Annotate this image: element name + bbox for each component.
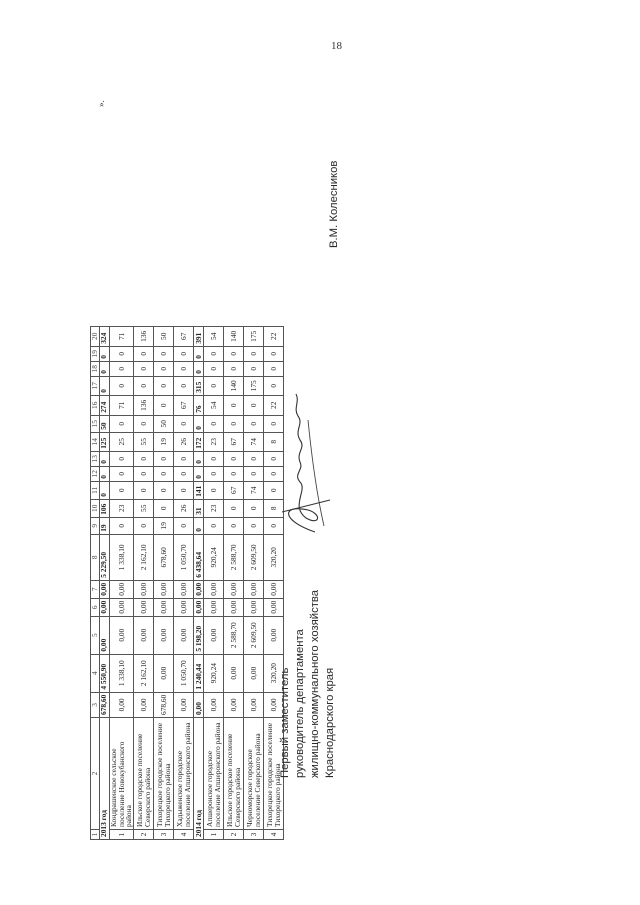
table-cell: 0 — [154, 395, 174, 415]
table-cell: 0 — [264, 361, 284, 376]
table-cell: 4 — [174, 830, 194, 840]
table-cell: 2 — [224, 830, 244, 840]
table-cell: 0 — [99, 346, 109, 361]
table-cell: 0 — [194, 361, 204, 376]
table-cell: 0 — [194, 517, 204, 534]
table-cell: 0 — [134, 451, 154, 466]
table-cell: 67 — [174, 395, 194, 415]
rotated-page-content — [90, 80, 355, 840]
table-cell: 0 — [154, 346, 174, 361]
table-cell: 0 — [109, 361, 133, 376]
table-cell: 0,00 — [134, 692, 154, 717]
table-cell: 50 — [154, 326, 174, 346]
table-cell: 6 438,64 — [194, 534, 204, 580]
table-cell: 9 — [91, 517, 100, 534]
table-cell: 0,00 — [204, 598, 224, 616]
table-cell: 0 — [264, 346, 284, 361]
table-cell: 2 — [134, 830, 154, 840]
table-cell: 0,00 — [154, 580, 174, 598]
table-cell: 678,60 — [154, 692, 174, 717]
signer-name: В.М. Колесников — [328, 160, 340, 248]
table-cell: 0,00 — [204, 616, 224, 654]
table-cell: 0 — [224, 346, 244, 361]
table-cell: Хадыженское городское поселение Апшеронского района — [174, 718, 194, 830]
signatory-line: Первый заместитель — [279, 667, 291, 778]
table-cell: 23 — [204, 499, 224, 517]
table-cell: 0 — [99, 481, 109, 499]
table-header-row — [91, 326, 100, 839]
table-cell: 0 — [204, 451, 224, 466]
table-cell: 7 — [91, 580, 100, 598]
table-cell: 22 — [264, 326, 284, 346]
table-cell: Тихорецкое городское поселение Тихорецкого района — [264, 718, 284, 830]
table-cell: 2 162,10 — [134, 534, 154, 580]
table-cell: 0 — [264, 376, 284, 395]
table-cell: 172 — [194, 432, 204, 451]
table-cell: 141 — [194, 481, 204, 499]
table-cell: 1 — [91, 830, 100, 840]
table-cell: 0,00 — [134, 580, 154, 598]
table-cell: 0 — [109, 451, 133, 466]
table-cell: 19 — [99, 517, 109, 534]
table-cell: 0,00 — [264, 616, 284, 654]
table-cell: 175 — [244, 326, 264, 346]
table-cell: 0 — [194, 415, 204, 432]
table-cell: 0 — [99, 466, 109, 481]
table-cell: 0 — [154, 361, 174, 376]
table-cell: 19 — [154, 517, 174, 534]
table-cell: 0,00 — [224, 580, 244, 598]
table-cell: 1 240,44 — [194, 654, 204, 692]
table-cell: 26 — [174, 432, 194, 451]
table-cell: 0,00 — [154, 654, 174, 692]
table-cell: 0,00 — [224, 692, 244, 717]
table-row — [174, 326, 194, 839]
table-cell: 0 — [194, 346, 204, 361]
table-cell: 0,00 — [264, 598, 284, 616]
table-cell: Тихорецкое городское поселение Тихорецкого района — [154, 718, 174, 830]
table-cell: 6 — [91, 598, 100, 616]
table-cell: 0 — [264, 481, 284, 499]
table-cell: 19 — [154, 432, 174, 451]
table-cell: 17 — [91, 376, 100, 395]
table-cell: 0 — [224, 466, 244, 481]
table-cell: 0,00 — [194, 580, 204, 598]
table-cell: 0 — [154, 451, 174, 466]
table-cell: 1 050,70 — [174, 534, 194, 580]
table-cell: 71 — [109, 395, 133, 415]
table-cell: 26 — [174, 499, 194, 517]
table-cell: 2 609,50 — [244, 534, 264, 580]
section-total-row — [99, 326, 109, 839]
table-cell: 0 — [134, 376, 154, 395]
table-cell: 0 — [174, 376, 194, 395]
signatory-line: жилищно-коммунального хозяйства — [309, 589, 321, 778]
table-cell: 1 — [109, 830, 133, 840]
table-cell: 23 — [109, 499, 133, 517]
table-cell: 0 — [154, 466, 174, 481]
table-cell: 2014 год — [194, 718, 204, 840]
table-cell: 140 — [224, 376, 244, 395]
table-cell: 5 — [91, 616, 100, 654]
page-number: 18 — [331, 40, 342, 52]
data-table — [90, 326, 284, 840]
table-cell: 0 — [204, 415, 224, 432]
table-cell: 67 — [174, 326, 194, 346]
table-cell: 678,60 — [154, 534, 174, 580]
table-cell: 136 — [134, 395, 154, 415]
table-cell: 0 — [244, 395, 264, 415]
table-cell: Ильское городское поселение Северского района — [134, 718, 154, 830]
table-cell: 11 — [91, 481, 100, 499]
table-cell: 0,00 — [109, 580, 133, 598]
table-cell: 0 — [109, 415, 133, 432]
table-cell: 0 — [134, 481, 154, 499]
table-cell: 2 162,10 — [134, 654, 154, 692]
table-cell: 74 — [244, 481, 264, 499]
table-cell: 5 229,50 — [99, 534, 109, 580]
table-cell: 0,00 — [174, 580, 194, 598]
table-cell: Кондрашенское сельское поселение Новокубанского района — [109, 718, 133, 830]
table-row — [134, 326, 154, 839]
table-row — [224, 326, 244, 839]
table-cell: 0 — [154, 376, 174, 395]
table-cell: Черноморское городское поселение Северского района — [244, 718, 264, 830]
table-cell: 920,24 — [204, 654, 224, 692]
table-cell: 0,00 — [154, 616, 174, 654]
table-cell: 8 — [264, 432, 284, 451]
table-cell: 18 — [91, 361, 100, 376]
table-cell: 23 — [204, 432, 224, 451]
table-cell: 0 — [134, 415, 154, 432]
table-cell: 0 — [99, 361, 109, 376]
table-cell: 0,00 — [244, 692, 264, 717]
table-cell: 0,00 — [264, 580, 284, 598]
table-cell: 0 — [224, 395, 244, 415]
table-cell: 50 — [154, 415, 174, 432]
table-cell: 0,00 — [109, 598, 133, 616]
table-cell: Апшеронское городское поселение Апшеронского района — [204, 718, 224, 830]
table-cell: 315 — [194, 376, 204, 395]
table-cell: 136 — [134, 326, 154, 346]
table-cell: 0 — [154, 481, 174, 499]
table-cell: 1 338,10 — [109, 654, 133, 692]
table-cell: 274 — [99, 395, 109, 415]
table-cell: 0 — [134, 517, 154, 534]
table-cell: 106 — [99, 499, 109, 517]
table-cell: 0 — [174, 517, 194, 534]
table-cell: 0 — [174, 361, 194, 376]
table-cell: 2 609,50 — [244, 616, 264, 654]
table-cell: 67 — [224, 432, 244, 451]
table-cell: 0 — [204, 376, 224, 395]
table-cell: 0 — [204, 346, 224, 361]
table-cell: 2013 год — [99, 718, 109, 840]
table-cell: 0 — [204, 466, 224, 481]
table-cell: 0 — [134, 361, 154, 376]
table-cell: 1 — [204, 830, 224, 840]
table-cell: 22 — [264, 395, 284, 415]
table-cell: 0 — [244, 361, 264, 376]
table-cell: 125 — [99, 432, 109, 451]
table-cell: 0,00 — [264, 692, 284, 717]
table-cell: 0 — [174, 346, 194, 361]
handwritten-signature — [260, 370, 340, 540]
table-cell: 0 — [244, 415, 264, 432]
table-cell: 0 — [244, 346, 264, 361]
table-cell: 0 — [224, 517, 244, 534]
table-cell: 0 — [244, 517, 264, 534]
table-cell: 50 — [99, 415, 109, 432]
table-cell: 0,00 — [109, 692, 133, 717]
table-cell: 0,00 — [194, 598, 204, 616]
section-total-row — [194, 326, 204, 839]
table-cell: 0,00 — [134, 598, 154, 616]
signatory-line: руководитель департамента — [294, 629, 306, 778]
table-cell: 2 588,70 — [224, 616, 244, 654]
table-cell: 0,00 — [194, 692, 204, 717]
table-cell: 55 — [134, 499, 154, 517]
table-cell: 0 — [264, 517, 284, 534]
table-cell: 0,00 — [244, 580, 264, 598]
table-cell: 0 — [174, 481, 194, 499]
table-cell: 0 — [264, 415, 284, 432]
table-cell: 0,00 — [204, 580, 224, 598]
table-cell: 0 — [224, 361, 244, 376]
table-cell: 0,00 — [204, 692, 224, 717]
table-cell: 0 — [99, 451, 109, 466]
table-cell: 2 — [91, 718, 100, 830]
table-cell: 0,00 — [99, 580, 109, 598]
table-cell: 0 — [224, 415, 244, 432]
table-cell: 14 — [91, 432, 100, 451]
table-cell: 0 — [194, 451, 204, 466]
table-cell: 8 — [264, 499, 284, 517]
table-cell: 10 — [91, 499, 100, 517]
table-cell: 0,00 — [224, 598, 244, 616]
table-cell: 76 — [194, 395, 204, 415]
closing-quote: ». — [96, 100, 106, 107]
table-cell: 4 — [91, 654, 100, 692]
table-cell: 74 — [244, 432, 264, 451]
table-row — [154, 326, 174, 839]
table-cell: 4 550,90 — [99, 654, 109, 692]
table-cell: 0 — [244, 499, 264, 517]
table-cell: 0 — [134, 346, 154, 361]
table-row — [109, 326, 133, 839]
table-cell: 0 — [244, 466, 264, 481]
table-cell: 0 — [109, 376, 133, 395]
table-cell: 54 — [204, 326, 224, 346]
table-cell: 0,00 — [109, 616, 133, 654]
table-cell: 2 588,70 — [224, 534, 244, 580]
table-cell: 0,00 — [134, 616, 154, 654]
table-cell: 0 — [174, 415, 194, 432]
table-cell: 1 338,10 — [109, 534, 133, 580]
table-cell: 31 — [194, 499, 204, 517]
table-cell: 0 — [244, 451, 264, 466]
table-cell: 67 — [224, 481, 244, 499]
table-cell: 320,20 — [264, 654, 284, 692]
table-cell: 140 — [224, 326, 244, 346]
table-cell: 71 — [109, 326, 133, 346]
table-cell: 0,00 — [174, 692, 194, 717]
signatory-line: Краснодарского края — [324, 667, 336, 778]
table-cell: 20 — [91, 326, 100, 346]
table-cell: 0 — [264, 466, 284, 481]
table-cell: 678,60 — [99, 692, 109, 717]
table-cell: 0 — [134, 466, 154, 481]
table-cell: 0 — [109, 517, 133, 534]
table-cell: 8 — [91, 534, 100, 580]
table-cell: 55 — [134, 432, 154, 451]
table-cell: 320,20 — [264, 534, 284, 580]
table-cell: 0,00 — [244, 654, 264, 692]
table-cell: 175 — [244, 376, 264, 395]
table-cell: 3 — [244, 830, 264, 840]
table-cell: 3 — [91, 692, 100, 717]
table-cell: 13 — [91, 451, 100, 466]
table-cell: 0 — [154, 499, 174, 517]
table-cell: 0,00 — [99, 598, 109, 616]
table-cell: 1 050,70 — [174, 654, 194, 692]
table-cell: 12 — [91, 466, 100, 481]
table-cell: 5 198,20 — [194, 616, 204, 654]
table-cell: 0 — [204, 517, 224, 534]
table-cell: 0 — [224, 451, 244, 466]
table-cell: 0 — [204, 481, 224, 499]
table-cell: 0 — [109, 346, 133, 361]
table-cell: 0 — [174, 466, 194, 481]
table-cell: 19 — [91, 346, 100, 361]
table-cell: Ильское городское поселение Северского района — [224, 718, 244, 830]
table-cell: 0 — [204, 361, 224, 376]
table-cell: 0 — [109, 481, 133, 499]
table-cell: 0 — [224, 499, 244, 517]
table-cell: 0 — [264, 451, 284, 466]
table-cell: 25 — [109, 432, 133, 451]
table-cell: 0 — [194, 466, 204, 481]
table-cell: 15 — [91, 415, 100, 432]
table-cell: 3 — [154, 830, 174, 840]
table-cell: 0,00 — [174, 616, 194, 654]
table-cell: 0,00 — [224, 654, 244, 692]
signatory-block — [278, 590, 338, 778]
table-cell: 0 — [109, 466, 133, 481]
table-cell: 391 — [194, 326, 204, 346]
table-cell: 0,00 — [244, 598, 264, 616]
table-cell: 0,00 — [174, 598, 194, 616]
table-cell: 920,24 — [204, 534, 224, 580]
table-cell: 0 — [99, 376, 109, 395]
table-cell: 54 — [204, 395, 224, 415]
table-cell: 0,00 — [154, 598, 174, 616]
table-cell: 16 — [91, 395, 100, 415]
table-cell: 0 — [174, 451, 194, 466]
table-row — [204, 326, 224, 839]
table-cell: 324 — [99, 326, 109, 346]
table-cell: 4 — [264, 830, 284, 840]
table-cell: 0,00 — [99, 616, 109, 654]
